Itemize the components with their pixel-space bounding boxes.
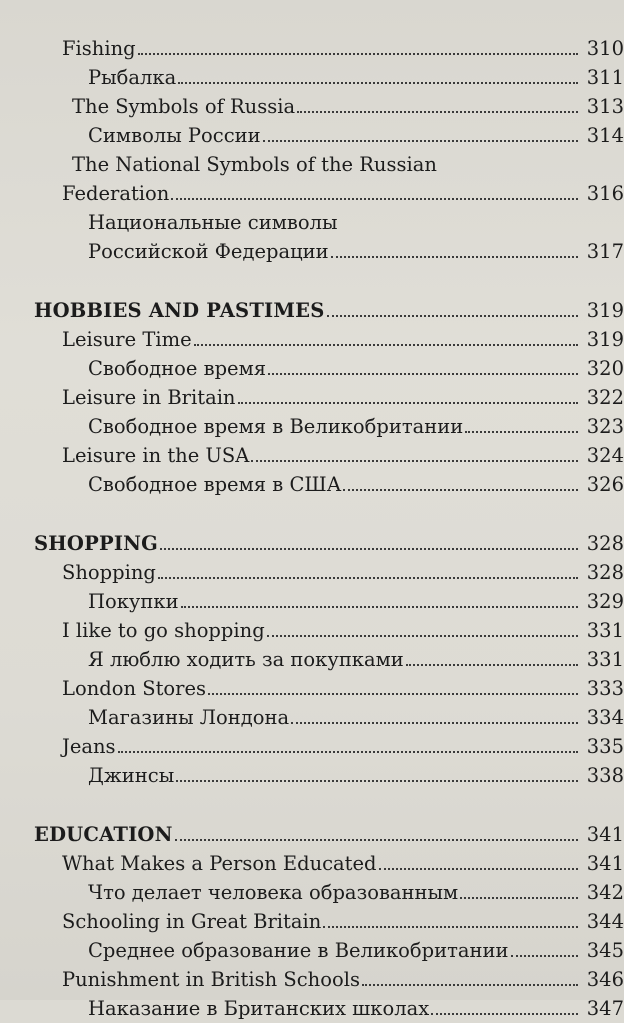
toc-entry-page: 341 (586, 852, 624, 875)
toc-entry-page: 334 (586, 706, 624, 729)
toc-entry-title: The Symbols of Russia (72, 95, 296, 118)
toc-entry-title-line1: Национальные символы (88, 211, 338, 234)
dot-leader (160, 548, 578, 550)
section-title: SHOPPING (34, 532, 159, 555)
section-title: HOBBIES AND PASTIMES (34, 299, 325, 322)
toc-entry (0, 994, 624, 1023)
toc-entry-title: Джинсы (88, 764, 175, 787)
toc-entry-page: 344 (586, 910, 624, 933)
dot-leader (171, 198, 578, 200)
toc-entry (0, 237, 624, 266)
toc-entry (0, 92, 624, 121)
dot-leader (176, 780, 578, 782)
section-title: EDUCATION (34, 823, 173, 846)
toc-entry-title: Fishing (62, 37, 136, 60)
toc-entry (0, 674, 624, 703)
toc-entry-title: Среднее образование в Великобритании (88, 939, 509, 962)
toc-entry-page: 323 (586, 415, 624, 438)
dot-leader (297, 111, 578, 113)
dot-leader (362, 984, 578, 986)
toc-entry-page: 324 (586, 444, 624, 467)
toc-entry-multiline (0, 208, 624, 237)
toc-entry-page: 310 (586, 37, 624, 60)
toc-entry-title: Я люблю ходить за покупками (88, 648, 404, 671)
dot-leader (251, 460, 578, 462)
toc-entry-title: Shopping (62, 561, 156, 584)
dot-leader (208, 693, 578, 695)
toc-entry-page: 322 (586, 386, 624, 409)
toc-entry-page: 342 (586, 881, 624, 904)
toc-entry-page: 319 (586, 328, 624, 351)
toc-entry-title-line2: Российской Федерации (88, 240, 329, 263)
toc-section-heading (0, 296, 624, 325)
dot-leader (158, 577, 578, 579)
toc-entry (0, 907, 624, 936)
table-of-contents (0, 34, 624, 1023)
dot-leader (379, 868, 578, 870)
toc-entry (0, 121, 624, 150)
toc-entry (0, 761, 624, 790)
toc-entry-title: London Stores (62, 677, 207, 700)
toc-entry-title: Leisure in Britain (62, 386, 236, 409)
dot-leader (263, 140, 578, 142)
toc-entry (0, 703, 624, 732)
toc-entry-page: 345 (586, 939, 624, 962)
toc-entry-page: 311 (586, 66, 624, 89)
toc-entry-title: Что делает человека образованным (88, 881, 459, 904)
toc-entry (0, 470, 624, 499)
toc-entry (0, 383, 624, 412)
dot-leader (178, 82, 578, 84)
toc-entry (0, 645, 624, 674)
toc-section-education (0, 820, 624, 1023)
dot-leader (465, 431, 578, 433)
toc-entry-page: 328 (586, 561, 624, 584)
dot-leader (331, 256, 578, 258)
toc-section-heading (0, 820, 624, 849)
dot-leader (327, 315, 578, 317)
toc-entry-title: Jeans (62, 735, 116, 758)
section-page: 328 (586, 532, 624, 555)
toc-entry-title: Наказание в Британских школах (88, 997, 430, 1020)
section-page: 341 (586, 823, 624, 846)
toc-section-hobbies (0, 296, 624, 499)
section-page: 319 (586, 299, 624, 322)
dot-leader (194, 344, 578, 346)
toc-entry-page: 314 (586, 124, 624, 147)
dot-leader (511, 955, 578, 957)
dot-leader (431, 1013, 578, 1015)
dot-leader (267, 635, 578, 637)
toc-entry (0, 412, 624, 441)
toc-entry (0, 878, 624, 907)
toc-entry-page: 326 (586, 473, 624, 496)
toc-entry-title: Рыбалка (88, 66, 177, 89)
toc-entry-page: 346 (586, 968, 624, 991)
dot-leader (175, 839, 578, 841)
toc-entry (0, 441, 624, 470)
toc-entry-title: What Makes a Person Educated (62, 852, 377, 875)
toc-entry (0, 63, 624, 92)
dot-leader (460, 897, 578, 899)
toc-entry (0, 616, 624, 645)
dot-leader (323, 926, 578, 928)
toc-entry-page: 329 (586, 590, 624, 613)
dot-leader (291, 722, 578, 724)
toc-entry-title: Schooling in Great Britain (62, 910, 322, 933)
toc-entry-title: Punishment in British Schools (62, 968, 360, 991)
toc-entry-title: Символы России (88, 124, 261, 147)
toc-entry (0, 587, 624, 616)
toc-entry-page: 320 (586, 357, 624, 380)
toc-entry (0, 325, 624, 354)
toc-entry-page: 331 (586, 619, 624, 642)
dot-leader (268, 373, 578, 375)
toc-group-nature (0, 34, 624, 266)
toc-entry-page: 316 (586, 182, 624, 205)
toc-entry-title: I like to go shopping (62, 619, 265, 642)
dot-leader (138, 53, 578, 55)
dot-leader (406, 664, 578, 666)
toc-entry-title-line2: Federation (62, 182, 170, 205)
dot-leader (238, 402, 579, 404)
toc-entry (0, 558, 624, 587)
toc-entry-page: 331 (586, 648, 624, 671)
dot-leader (343, 489, 578, 491)
toc-section-heading (0, 529, 624, 558)
toc-entry-title: Свободное время (88, 357, 267, 380)
toc-entry-title: Leisure in the USA (62, 444, 250, 467)
toc-entry-page: 317 (586, 240, 624, 263)
toc-entry-title: Покупки (88, 590, 179, 613)
toc-entry-title: Leisure Time (62, 328, 192, 351)
toc-entry (0, 732, 624, 761)
toc-entry (0, 354, 624, 383)
toc-entry-page: 313 (586, 95, 624, 118)
toc-entry (0, 179, 624, 208)
toc-entry (0, 34, 624, 63)
toc-entry-multiline (0, 150, 624, 179)
toc-entry-title: Магазины Лондона (88, 706, 290, 729)
toc-entry-title: Свободное время в Великобритании (88, 415, 464, 438)
toc-entry (0, 936, 624, 965)
toc-entry-title-line1: The National Symbols of the Russian (72, 153, 437, 176)
toc-entry-page: 335 (586, 735, 624, 758)
toc-entry (0, 849, 624, 878)
toc-entry-page: 338 (586, 764, 624, 787)
toc-entry (0, 965, 624, 994)
toc-section-shopping (0, 529, 624, 790)
toc-entry-title: Свободное время в США (88, 473, 342, 496)
toc-entry-page: 333 (586, 677, 624, 700)
toc-entry-page: 347 (586, 997, 624, 1020)
dot-leader (118, 751, 578, 753)
dot-leader (181, 606, 578, 608)
